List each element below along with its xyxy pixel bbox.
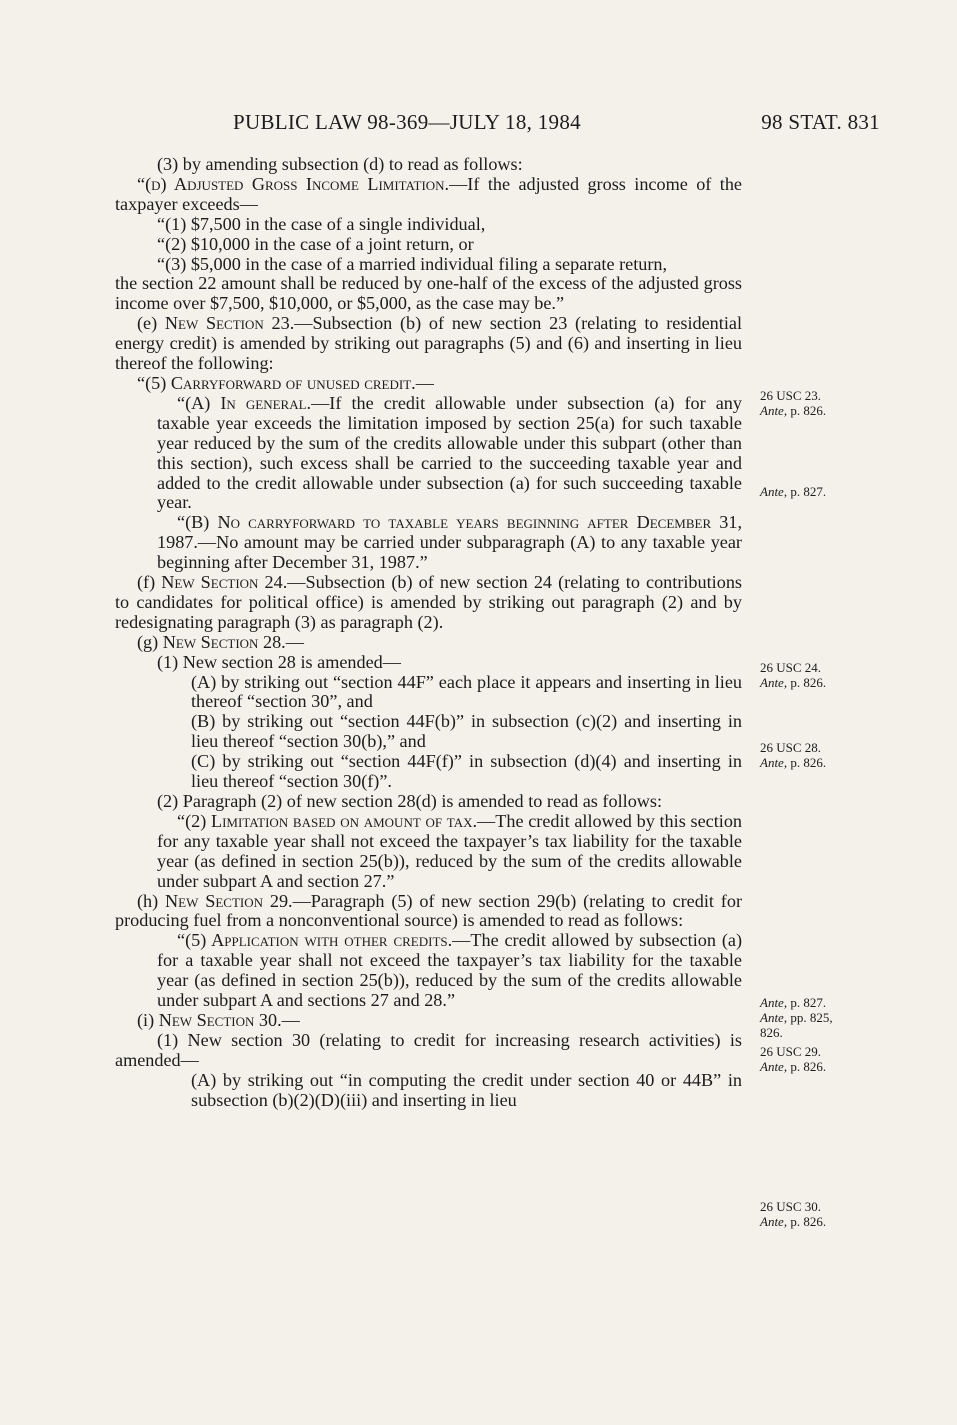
paragraph xyxy=(115,394,742,513)
margin-citation: Ante, p. 826. xyxy=(760,755,827,770)
paragraph-label: (g) xyxy=(137,631,163,652)
paragraph-text: — xyxy=(285,631,304,652)
section-caption: “(5) Application with other credits. xyxy=(177,930,453,951)
paragraph: (C) by striking out “section 44F(f)” in subsection (d)(4) and inserting in lieu thereof “section 30(f)”. xyxy=(191,751,742,792)
paragraph-label: (e) xyxy=(137,313,165,334)
paragraph-text: —If the credit allowable under subsection (a) for any taxable year exceeds the limitation imposed by section 25(a) for such taxable year reduced by the sum of the credits allowable under this subpart (other than this section), such excess shall be carried to the succeeding taxable year and added to the credit allowable under subsection (a) for such succeeding taxable year. xyxy=(157,392,742,513)
margin-citation: 26 USC 29. xyxy=(760,1044,822,1059)
paragraph-text: —No amount may be carried under subparagraph (A) to any taxable year beginning after December 31, 1987.” xyxy=(157,532,742,573)
paragraph xyxy=(115,931,742,1011)
paragraph-label: (h) xyxy=(137,890,166,911)
margin-citation: Ante, pp. 825, xyxy=(760,1010,833,1025)
paragraph: “(2) $10,000 in the case of a joint return, or xyxy=(157,233,474,254)
section-caption: New Section 23. xyxy=(164,313,295,334)
margin-citation: 26 USC 23. xyxy=(760,388,822,403)
paragraph-label: (i) xyxy=(137,1009,159,1030)
paragraph-text: —If the adjusted gross income of the taxpayer exceeds— xyxy=(115,173,742,214)
paragraph-text: —Subsection (b) of new section 24 (relating to contributions to candidates for political office) is amended by striking out paragraph (2) and by redesignating paragraph (3) as paragraph (2). xyxy=(115,572,742,632)
paragraph-text: — xyxy=(415,372,434,393)
section-caption: New Section 28. xyxy=(162,631,286,652)
paragraph xyxy=(115,513,742,573)
document-body xyxy=(115,155,742,1111)
paragraph: (A) by striking out “in computing the credit under section 40 or 44B” in subsection (b)(2)(D)(iii) and inserting in lieu xyxy=(191,1069,742,1110)
paragraph xyxy=(115,633,742,653)
paragraph-text: —The credit allowed by subsection (a) for a taxable year shall not exceed the taxpayer’s tax liability for the taxable year (as defined in section 25(b)), reduced by the sum of the credits allowable under subpart A and sections 27 and 28.” xyxy=(157,930,743,1011)
paragraph-text: —The credit allowed by this section for any taxable year shall not exceed the taxpayer’s tax liability for the taxable year (as defined in section 25(b)), reduced by the sum of the credits allowable under subpart A and section 27.” xyxy=(157,810,743,891)
section-caption: “(2) Limitation based on amount of tax. xyxy=(177,810,478,831)
margin-citation: Ante, p. 826. xyxy=(760,1059,827,1074)
paragraph xyxy=(115,1011,742,1031)
paragraph-label: (f) xyxy=(137,572,162,593)
paragraph xyxy=(115,673,742,713)
paragraph xyxy=(115,892,742,932)
paragraph: “(3) $5,000 in the case of a married individual filing a separate return, xyxy=(157,253,668,274)
paragraph: (1) New section 28 is amended— xyxy=(157,651,401,672)
margin-citation: 26 USC 28. xyxy=(760,740,822,755)
paragraph: the section 22 amount shall be reduced by one-half of the excess of the adjusted gross income over $7,500, $10,000, or $5,000, as the case may be.” xyxy=(115,273,742,314)
section-caption: “(B) No carryforward to taxable years beginning after December 31, 1987. xyxy=(157,512,742,553)
section-caption: “(A) In general. xyxy=(177,392,312,413)
paragraph xyxy=(115,573,742,633)
page-header xyxy=(115,110,880,140)
paragraph-text: —Subsection (b) of new section 23 (relating to residential energy credit) is amended by striking out paragraphs (5) and (6) and inserting in lieu thereof the following: xyxy=(115,313,742,374)
law-title: PUBLIC LAW 98-369—JULY 18, 1984 xyxy=(233,110,581,134)
margin-citation: 826. xyxy=(760,1025,783,1040)
paragraph-text: (A) by striking out “section 44F” each place it appears and inserting in lieu thereof “section 30”, and xyxy=(191,671,742,712)
margin-citation: Ante, p. 827. xyxy=(760,484,827,499)
section-caption: “(5) Carryforward of unused credit. xyxy=(137,372,416,393)
paragraph xyxy=(115,175,742,215)
margin-citation: Ante, p. 826. xyxy=(760,675,827,690)
paragraph xyxy=(115,374,742,394)
statute-page-number: 98 STAT. 831 xyxy=(761,110,880,134)
margin-citation: Ante, p. 826. xyxy=(760,403,827,418)
margin-citation: 26 USC 30. xyxy=(760,1199,822,1214)
section-caption: New Section 24. xyxy=(161,572,288,593)
paragraph xyxy=(115,812,742,892)
paragraph: (3) by amending subsection (d) to read as follows: xyxy=(157,154,523,174)
section-caption: New Section 30. xyxy=(158,1009,282,1030)
margin-citation: Ante, p. 826. xyxy=(760,1214,827,1229)
margin-citation: 26 USC 24. xyxy=(760,660,822,675)
section-caption: “(d) Adjusted Gross Income Limitation. xyxy=(137,173,450,194)
paragraph: (B) by striking out “section 44F(b)” in subsection (c)(2) and inserting in lieu thereof “section 30(b),” and xyxy=(191,711,742,752)
paragraph-text: —Paragraph (5) of new section 29(b) (relating to credit for producing fuel from a nonconventional source) is amended to read as follows: xyxy=(115,890,742,931)
paragraph xyxy=(115,314,742,374)
paragraph: “(1) $7,500 in the case of a single individual, xyxy=(157,213,486,234)
section-caption: New Section 29. xyxy=(165,890,293,911)
paragraph: (1) New section 30 (relating to credit for increasing research activities) is amended— xyxy=(115,1029,742,1070)
margin-citation: Ante, p. 827. xyxy=(760,995,827,1010)
paragraph-text: — xyxy=(281,1009,300,1030)
paragraph: (2) Paragraph (2) of new section 28(d) is amended to read as follows: xyxy=(157,791,663,811)
